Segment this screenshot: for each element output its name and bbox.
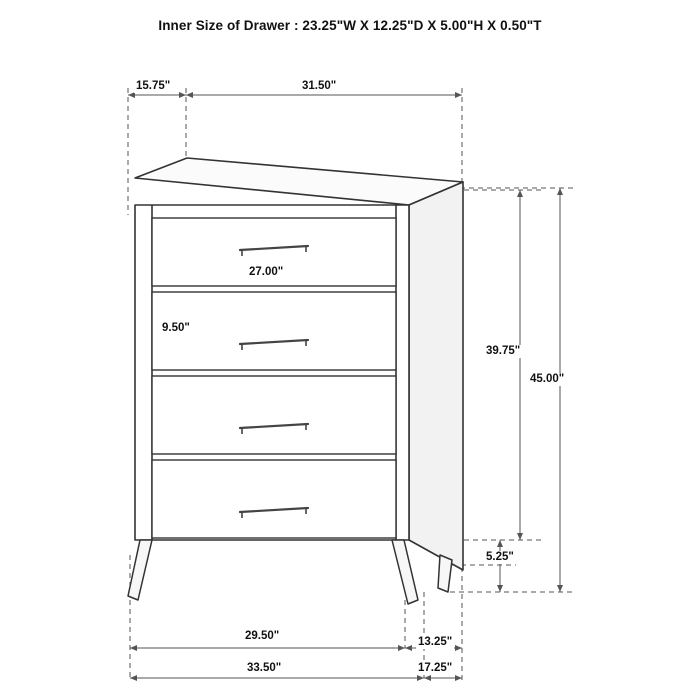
dim-case-height: 39.75" xyxy=(486,345,521,357)
dim-leg-height: 5.25" xyxy=(486,551,514,563)
dim-side-depth: 13.25" xyxy=(418,636,453,648)
dim-drawer-front-width: 27.00" xyxy=(249,266,284,278)
leg-front-right xyxy=(392,540,418,604)
drawer-front-4 xyxy=(152,460,396,538)
dim-overall-width: 33.50" xyxy=(247,662,282,674)
chest-top-panel xyxy=(135,158,463,205)
chest-side-panel xyxy=(409,182,463,570)
drawer-front-3 xyxy=(152,376,396,454)
leg-back-right xyxy=(438,555,452,592)
dim-top-depth: 15.75" xyxy=(136,80,171,92)
dim-overall-height: 45.00" xyxy=(530,373,565,385)
dim-overall-depth: 17.25" xyxy=(418,662,453,674)
dim-drawer-height: 9.50" xyxy=(162,322,190,334)
page-title: Inner Size of Drawer : 23.25"W X 12.25"D X 5.00"H X 0.50"T xyxy=(158,18,542,33)
chest-legs xyxy=(128,540,452,604)
dim-leg-span-front: 29.50" xyxy=(245,630,280,642)
leg-front-left xyxy=(128,540,152,600)
dim-top-width: 31.50" xyxy=(302,80,337,92)
